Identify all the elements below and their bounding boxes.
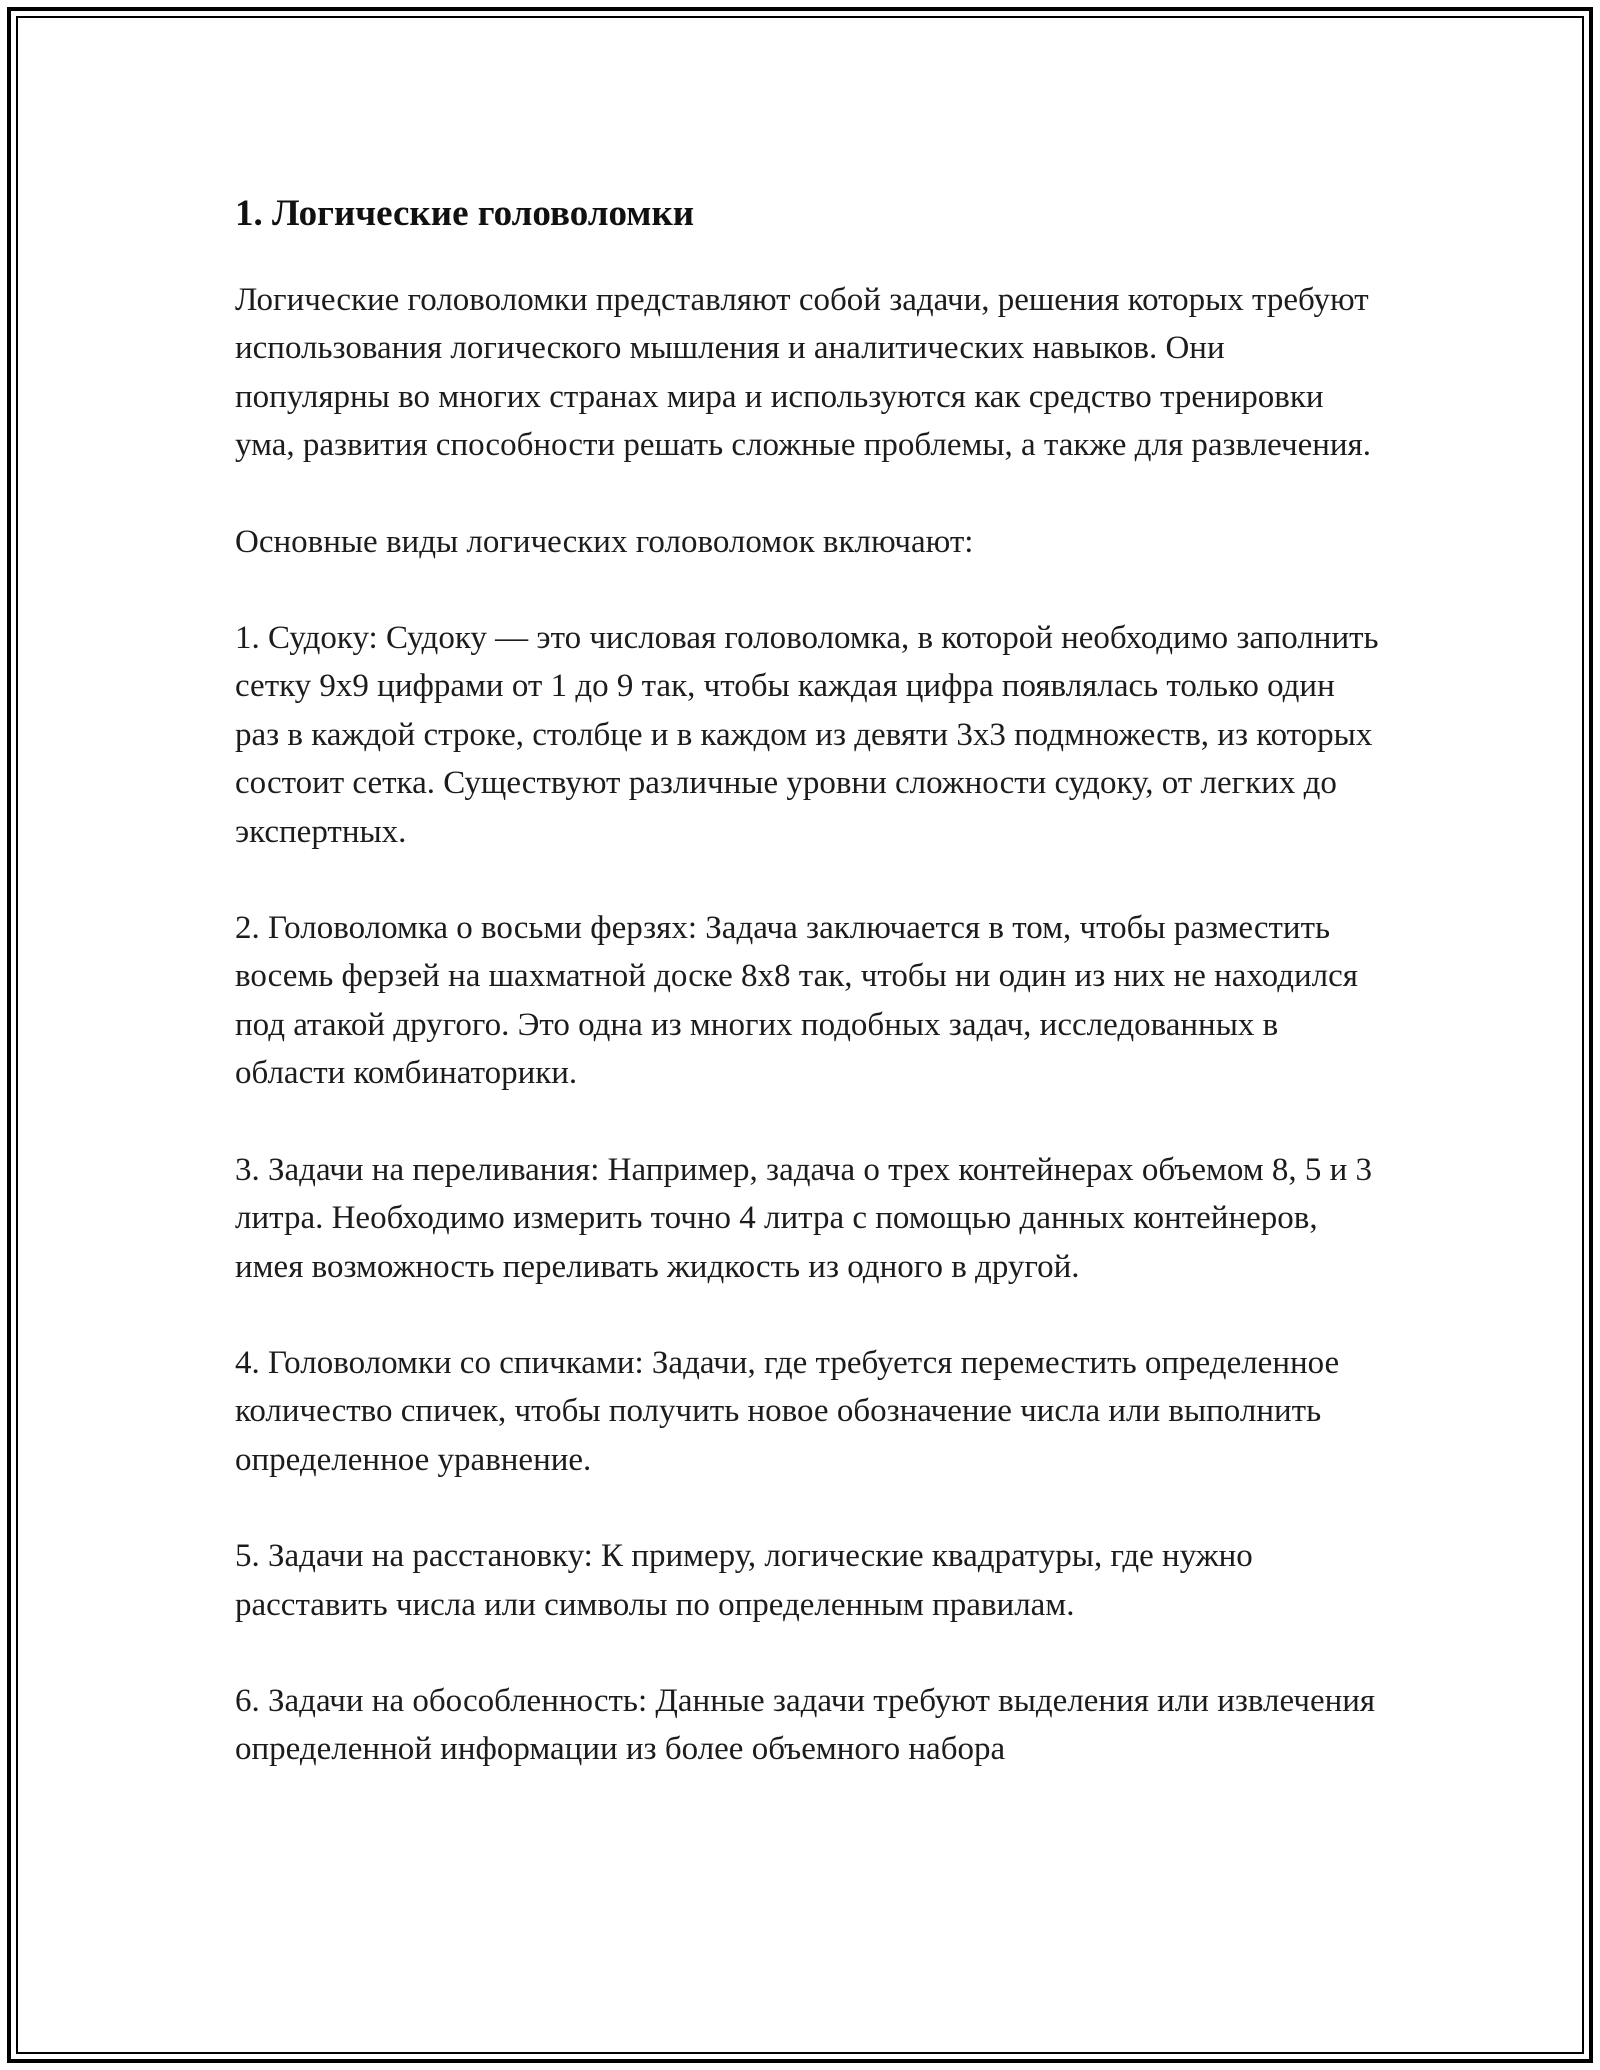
document-body: [235, 186, 1385, 1822]
item-isolation-paragraph: 6. Задачи на обособленность: Данные задачи требуют выделения или извлечения определенной информации из более объемного набора: [235, 1682, 1376, 1768]
item-arrangement-paragraph: 5. Задачи на расстановку: К примеру, логические квадратуры, где нужно расставить числа или символы по определенным правилам.: [235, 1538, 1253, 1623]
intro-paragraph: Логические головоломки представляют собой задачи, решения которых требуют использования логического мышления и аналитических навыков. Они популярны во многих странах мира и используются как средство тренировки ума, развития способности решать сложные проблемы, а также для развлечения.: [235, 282, 1371, 464]
list-intro-paragraph: Основные виды логических головоломок включают:: [235, 523, 974, 560]
item-pouring-paragraph: 3. Задачи на переливания: Например, задача о трех контейнерах объемом 8, 5 и 3 литра. Необходимо измерить точно 4 литра с помощью данных контейнеров, имея возможность переливать жидкость из одного в другой.: [235, 1151, 1373, 1285]
item-sudoku-paragraph: 1. Судоку: Судоку — это числовая головоломка, в которой необходимо заполнить сетку 9x9 цифрами от 1 до 9 так, чтобы каждая цифра появлялась только один раз в каждой строке, столбце и в каждом из девяти 3x3 подмножеств, из которых состоит сетка. Существуют различные уровни сложности судоку, от легких до экспертных.: [235, 620, 1379, 850]
item-eight-queens-paragraph: 2. Головоломка о восьми ферзях: Задача заключается в том, чтобы разместить восемь ферзей на шахматной доске 8x8 так, чтобы ни один из них не находился под атакой другого. Это одна из многих подобных задач, исследованных в области комбинаторики.: [235, 910, 1358, 1092]
item-matchsticks-paragraph: 4. Головоломки со спичками: Задачи, где требуется переместить определенное количество спичек, чтобы получить новое обозначение числа или выполнить определенное уравнение.: [235, 1344, 1340, 1478]
section-heading: 1. Логические головоломки: [235, 193, 695, 234]
